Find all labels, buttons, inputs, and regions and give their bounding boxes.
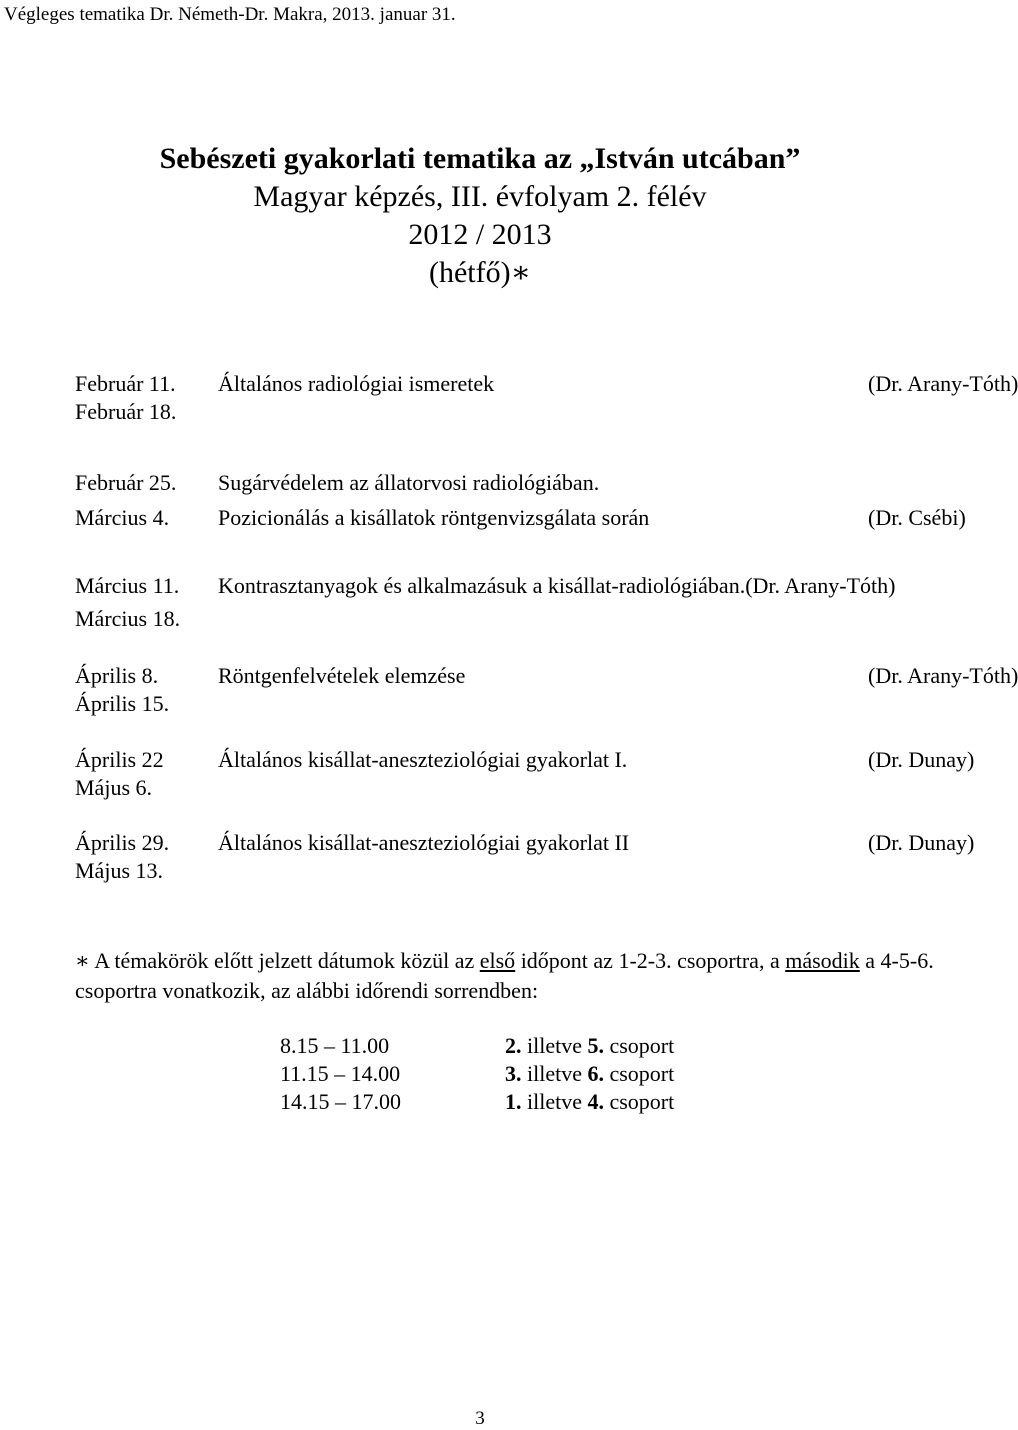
schedule-topic: Pozicionálás a kisállatok röntgenvizsgálata során bbox=[218, 505, 650, 530]
footnote-text: időpont az 1-2-3. csoportra, a bbox=[515, 948, 786, 973]
group-assignment bbox=[505, 1060, 674, 1088]
time-row bbox=[280, 1088, 730, 1116]
time-range: 14.15 – 17.00 bbox=[280, 1089, 401, 1114]
schedule-topic: Általános kisállat-aneszteziológiai gyakorlat I. bbox=[218, 747, 628, 772]
schedule-date: Április 22 bbox=[75, 747, 164, 772]
asterisk-icon: ∗ bbox=[75, 948, 90, 973]
schedule-row bbox=[75, 504, 966, 532]
schedule-date: Május 13. bbox=[75, 858, 163, 883]
academic-year: 2012 / 2013 bbox=[408, 218, 552, 251]
weekday-label: (hétfő)∗ bbox=[428, 256, 531, 289]
schedule-topic: Sugárvédelem az állatorvosi radiológiában. bbox=[218, 470, 600, 495]
group-a: 1. bbox=[505, 1089, 522, 1114]
schedule-topic: Kontrasztanyagok és alkalmazásuk a kisállat-radiológiában.(Dr. Arany-Tóth) bbox=[218, 573, 896, 598]
schedule-row bbox=[75, 572, 960, 600]
group-b: 6. bbox=[587, 1061, 604, 1086]
time-row bbox=[280, 1060, 730, 1088]
schedule-row bbox=[75, 398, 960, 426]
schedule-row bbox=[75, 370, 1018, 398]
schedule-instructor: (Dr. Arany-Tóth) bbox=[868, 663, 1018, 688]
schedule-row bbox=[75, 774, 960, 802]
group-suffix: csoport bbox=[603, 1089, 675, 1114]
group-a: 3. bbox=[505, 1061, 522, 1086]
schedule-row bbox=[75, 829, 975, 857]
schedule-date: Március 18. bbox=[75, 606, 181, 631]
time-range: 8.15 – 11.00 bbox=[280, 1033, 390, 1058]
footnote-first: első bbox=[479, 948, 516, 973]
footnote-text: A témakörök előtt jelzett dátumok közül az bbox=[89, 948, 480, 973]
schedule-date: Március 11. bbox=[75, 573, 180, 598]
footnote-text: a 4-5-6. csoportra vonatkozik, az alábbi időrendi sorrendben: bbox=[75, 948, 934, 1003]
group-connector: illetve bbox=[521, 1033, 588, 1058]
schedule-date: Február 18. bbox=[75, 399, 177, 424]
schedule-instructor: (Dr. Dunay) bbox=[868, 747, 975, 772]
schedule-row bbox=[75, 662, 1018, 690]
document-header: Végleges tematika Dr. Németh-Dr. Makra, 2013. januar 31. bbox=[4, 4, 456, 25]
schedule-date: Február 11. bbox=[75, 371, 176, 396]
schedule-date: Május 6. bbox=[75, 775, 152, 800]
schedule-topic: Általános radiológiai ismeretek bbox=[218, 371, 495, 396]
group-connector: illetve bbox=[521, 1061, 588, 1086]
schedule-topic: Általános kisállat-aneszteziológiai gyakorlat II bbox=[218, 830, 630, 855]
schedule-date: Április 8. bbox=[75, 663, 159, 688]
schedule-date: Március 4. bbox=[75, 505, 170, 530]
schedule-row bbox=[75, 469, 960, 497]
schedule-date: Április 15. bbox=[75, 691, 170, 716]
group-a: 2. bbox=[505, 1033, 522, 1058]
course-subtitle: Magyar képzés, III. évfolyam 2. félév bbox=[253, 180, 707, 213]
schedule-instructor: (Dr. Csébi) bbox=[868, 505, 966, 530]
title-block bbox=[0, 140, 960, 292]
group-connector: illetve bbox=[521, 1089, 588, 1114]
group-assignment bbox=[505, 1032, 674, 1060]
schedule-row bbox=[75, 746, 975, 774]
schedule-date: Április 29. bbox=[75, 830, 170, 855]
group-suffix: csoport bbox=[603, 1061, 675, 1086]
time-row bbox=[280, 1032, 730, 1060]
document-title: Sebészeti gyakorlati tematika az „István utcában” bbox=[159, 142, 801, 175]
footnote bbox=[75, 946, 955, 1006]
time-schedule bbox=[280, 1032, 730, 1116]
schedule-row bbox=[75, 857, 960, 885]
time-range: 11.15 – 14.00 bbox=[280, 1061, 401, 1086]
group-b: 5. bbox=[587, 1033, 604, 1058]
schedule-row bbox=[75, 605, 960, 633]
schedule-instructor: (Dr. Dunay) bbox=[868, 830, 975, 855]
schedule-topic: Röntgenfelvételek elemzése bbox=[218, 663, 466, 688]
schedule-row bbox=[75, 690, 960, 718]
group-assignment bbox=[505, 1088, 674, 1116]
group-suffix: csoport bbox=[603, 1033, 675, 1058]
schedule-instructor: (Dr. Arany-Tóth) bbox=[868, 371, 1018, 396]
schedule-date: Február 25. bbox=[75, 470, 177, 495]
footnote-second: második bbox=[785, 948, 860, 973]
group-b: 4. bbox=[587, 1089, 604, 1114]
page-number: 3 bbox=[475, 1408, 485, 1429]
